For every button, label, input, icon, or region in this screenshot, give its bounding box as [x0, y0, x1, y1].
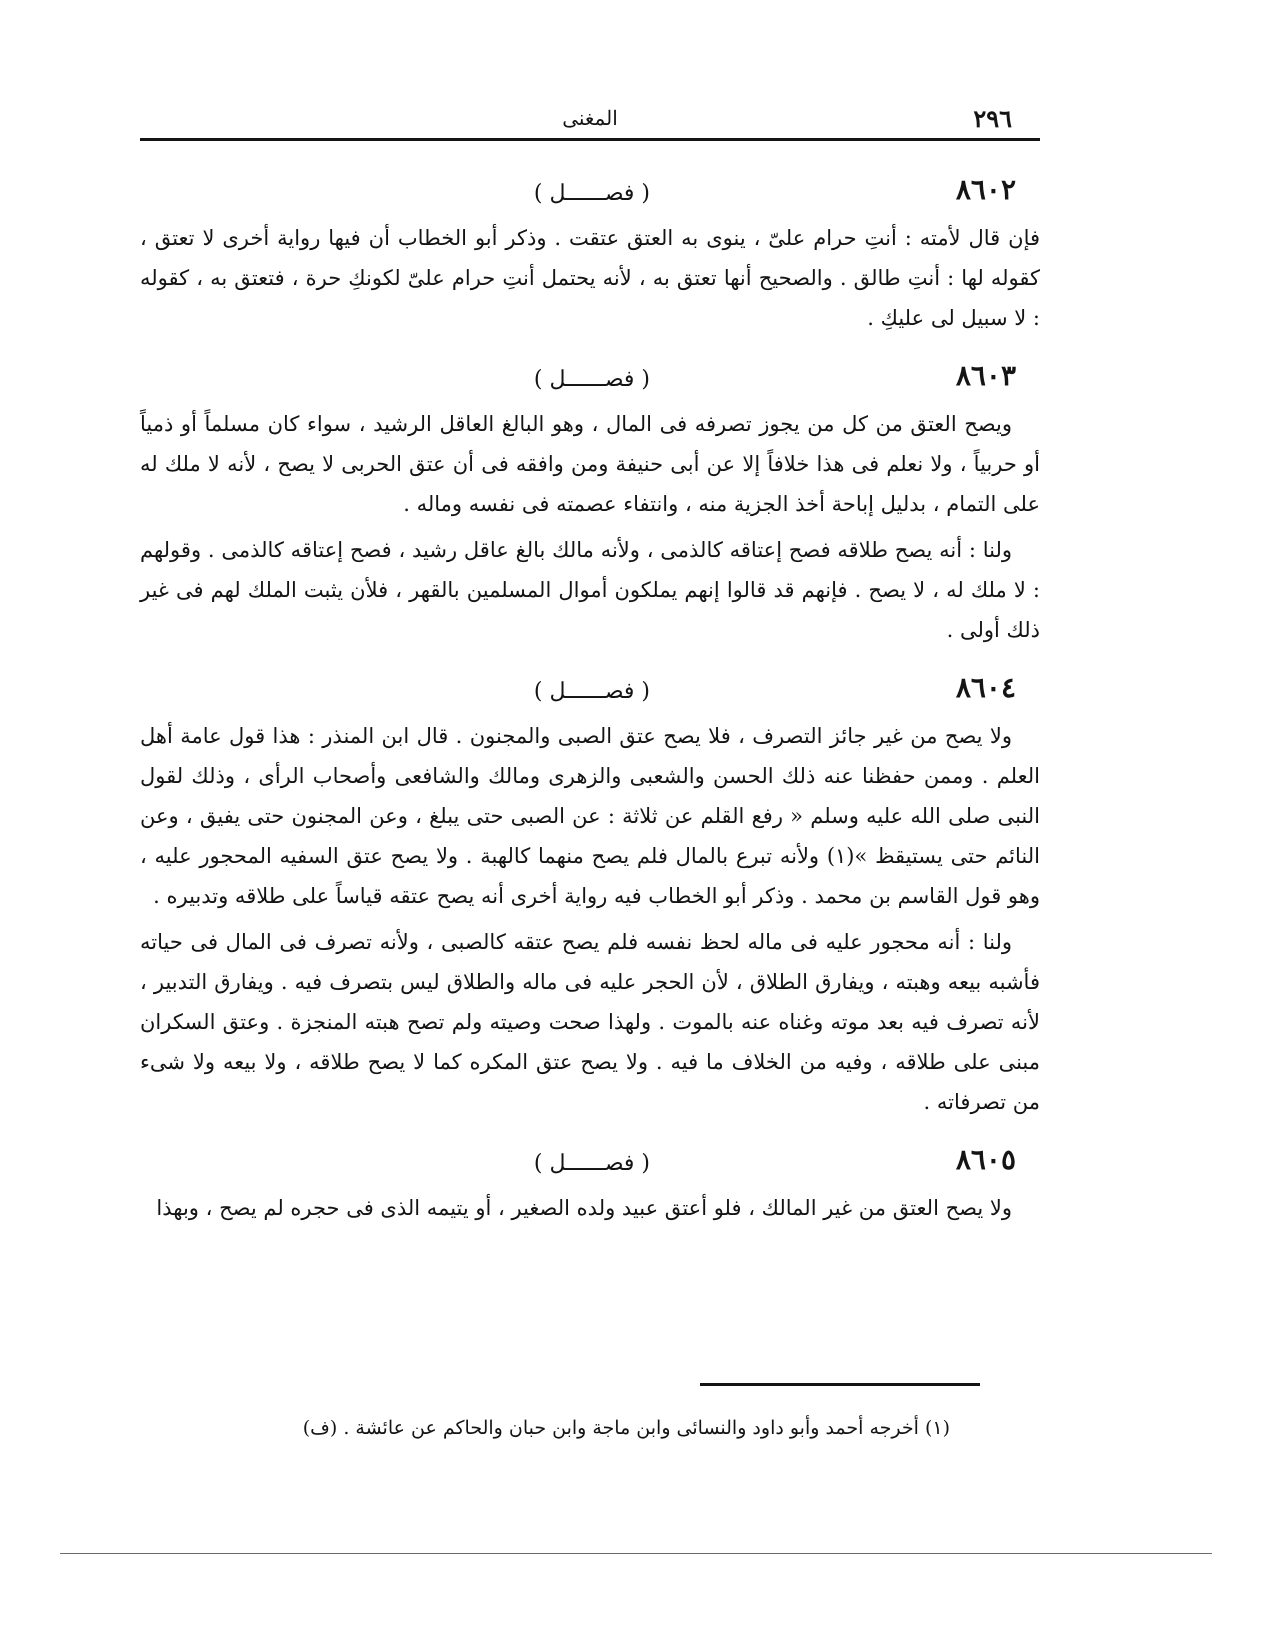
- bottom-rule: [60, 1553, 1212, 1554]
- section-title: ( فصــــــل ): [533, 367, 650, 392]
- section-heading: [140, 666, 1040, 716]
- section-title: ( فصــــــل ): [533, 1151, 650, 1176]
- running-title: المغنى: [562, 106, 618, 130]
- page-header: [140, 104, 1040, 134]
- paragraph: ويصح العتق من كل من يجوز تصرفه فى المال ، وهو البالغ العاقل الرشيد ، سواء كان مسلماً أو ذمياً أو حربياً ، ولا نعلم فى هذا خلافاً إلا عن أبى حنيفة ومن وافقه فى أن عتق الحربى لا يصح ، لأنه لا ملك له على التمام ، بدليل إباحة أخذ الجزية منه ، وانتفاء عصمته فى نفسه وماله .: [140, 412, 1040, 516]
- paragraph: ولنا : أنه محجور عليه فى ماله لحظ نفسه فلم يصح عتقه كالصبى ، ولأنه تصرف فى المال فى حياته فأشبه بيعه وهبته ، ويفارق الطلاق ، لأن الحجر عليه فى ماله والطلاق ليس بتصرف فيه . ويفارق التدبير ، لأنه تصرف فيه بعد موته وغناه عنه بالموت . ولهذا صحت وصيته ولم تصح هبته المنجزة . وعتق السكران مبنى على طلاقه ، وفيه من الخلاف ما فيه . ولا يصح عتق المكره كما لا يصح طلاقه ، ولا بيعه ولا شىء من تصرفاته .: [140, 930, 1040, 1114]
- paragraph: فإن قال لأمته : أنتِ حرام علىّ ، ينوى به العتق عتقت . وذكر أبو الخطاب أن فيها رواية أخرى لا تعتق ، كقوله لها : أنتِ طالق . والصحيح أنها تعتق به ، لأنه يحتمل أنتِ حرام علىّ لكونكِ حرة ، فتعتق به ، كقوله : لا سبيل لى عليكِ .: [140, 226, 1041, 330]
- section-heading: [140, 1138, 1040, 1188]
- paragraph: ولا يصح من غير جائز التصرف ، فلا يصح عتق الصبى والمجنون . قال ابن المنذر : هذا قول عامة أهل العلم . وممن حفظنا عنه ذلك الحسن والشعبى والزهرى ومالك والشافعى وأصحاب الرأى ، وذلك لقول النبى صلى الله عليه وسلم « رفع القلم عن ثلاثة : عن الصبى حتى يبلغ ، وعن المجنون حتى يفيق ، وعن النائم حتى يستيقظ »(١) ولأنه تبرع بالمال فلم يصح منهما كالهبة . ولا يصح عتق السفيه المحجور عليه ، وهو قول القاسم بن محمد . وذكر أبو الخطاب فيه رواية أخرى أنه يصح عتقه قياساً على طلاقه وتدبيره .: [140, 724, 1040, 908]
- page-number: ٢٩٦: [973, 104, 1012, 133]
- paragraph: ولا يصح العتق من غير المالك ، فلو أعتق عبيد ولده الصغير ، أو يتيمه الذى فى حجره لم يصح ، وبهذا: [156, 1196, 1012, 1220]
- footnote-rule: [700, 1383, 980, 1386]
- section-number: ٨٦٠٤: [955, 671, 1016, 704]
- section-heading: [140, 354, 1040, 404]
- main-text: [140, 168, 1040, 1234]
- section-title: ( فصــــــل ): [533, 181, 650, 206]
- header-rule: [140, 138, 1040, 141]
- section-number: ٨٦٠٣: [955, 359, 1016, 392]
- footnote: (١) أخرجه أحمد وأبو داود والنسائى وابن ماجة وابن حبان والحاكم عن عائشة . (ف): [302, 1417, 950, 1439]
- paragraph: ولنا : أنه يصح طلاقه فصح إعتاقه كالذمى ، ولأنه مالك بالغ عاقل رشيد ، فصح إعتاقه كالذمى . وقولهم : لا ملك له ، لا يصح . فإنهم قد قالوا إنهم يملكون أموال المسلمين بالقهر ، فلأن يثبت الملك لهم فى غير ذلك أولى .: [140, 538, 1040, 642]
- section-title: ( فصــــــل ): [533, 679, 650, 704]
- section-number: ٨٦٠٢: [955, 173, 1016, 206]
- section-number: ٨٦٠٥: [955, 1143, 1016, 1176]
- section-heading: [140, 168, 1040, 218]
